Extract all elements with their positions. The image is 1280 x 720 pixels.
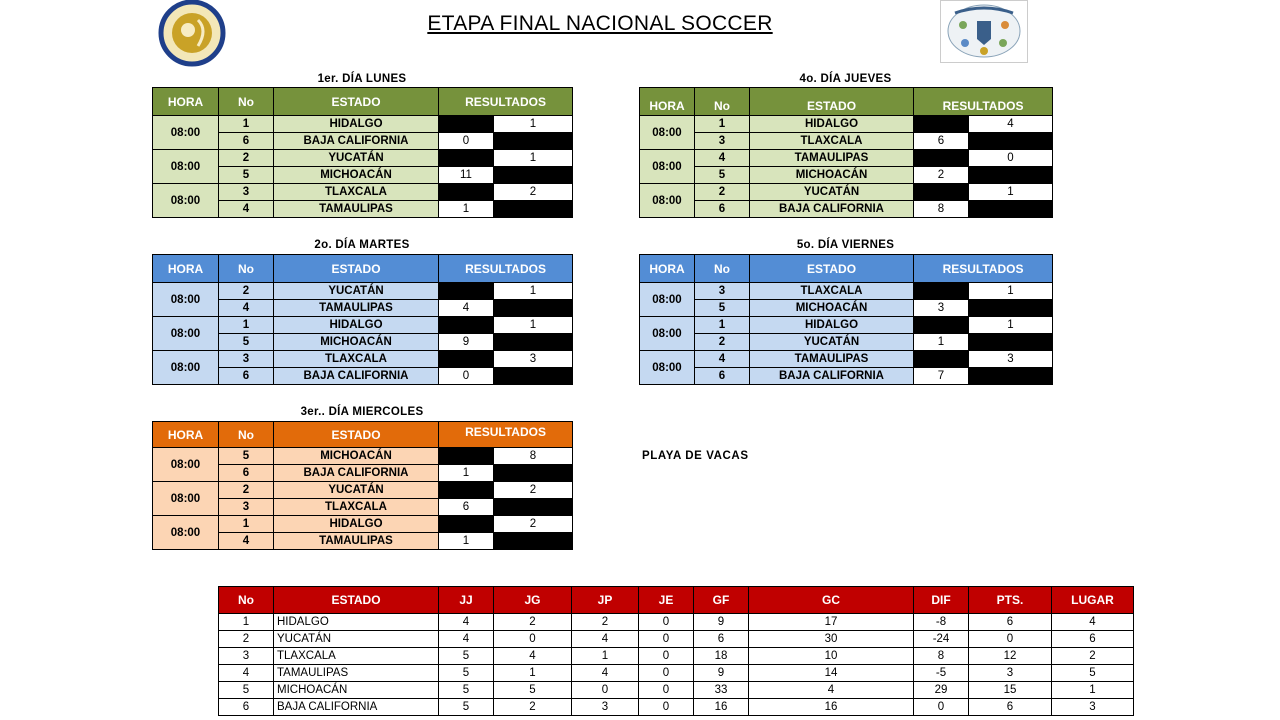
team-score: 1 xyxy=(494,116,573,133)
team-name: HIDALGO xyxy=(750,116,914,133)
day-title-wednesday: 3er.. DÍA MIERCOLES xyxy=(300,406,424,418)
team-name: HIDALGO xyxy=(274,516,439,533)
col-jj: JJ xyxy=(439,587,494,614)
col-jp: JP xyxy=(572,587,639,614)
col-dif: DIF xyxy=(914,587,969,614)
team-name: MICHOACÁN xyxy=(274,334,439,351)
cell-jj: 5 xyxy=(439,648,494,665)
match-time: 08:00 xyxy=(640,317,695,351)
team-name: TLAXCALA xyxy=(274,351,439,368)
team-no: 2 xyxy=(695,334,750,351)
team-no: 6 xyxy=(219,368,274,385)
cell-jj: 5 xyxy=(439,699,494,716)
team-no: 1 xyxy=(695,116,750,133)
team-no: 6 xyxy=(695,368,750,385)
day-title-tuesday: 2o. DÍA MARTES xyxy=(314,239,410,251)
table-row xyxy=(640,167,1053,184)
col-estado: ESTADO xyxy=(274,587,439,614)
cell-pts: 15 xyxy=(969,682,1052,699)
schedule-table-tuesday xyxy=(152,254,573,385)
col-resultados: RESULTADOS xyxy=(439,88,573,116)
table-row xyxy=(640,317,1053,334)
table-row xyxy=(153,184,573,201)
team-no: 2 xyxy=(695,184,750,201)
cell-gf: 33 xyxy=(694,682,749,699)
cell-jp: 3 xyxy=(572,699,639,716)
col-hora: HORA xyxy=(640,255,695,283)
schedule-table-monday xyxy=(152,87,573,218)
day-title-monday: 1er. DÍA LUNES xyxy=(317,73,407,85)
team-name: BAJA CALIFORNIA xyxy=(274,368,439,385)
table-row xyxy=(640,368,1053,385)
cell-jp: 4 xyxy=(572,665,639,682)
score-blank xyxy=(439,317,494,334)
team-score: 0 xyxy=(439,133,494,150)
team-name: TAMAULIPAS xyxy=(274,201,439,218)
table-row xyxy=(640,184,1053,201)
table-row xyxy=(640,116,1053,133)
team-name: TLAXCALA xyxy=(750,283,914,300)
match-time: 08:00 xyxy=(153,482,219,516)
team-score: 3 xyxy=(914,300,969,317)
team-no: 4 xyxy=(219,201,274,218)
team-no: 4 xyxy=(219,533,274,550)
team-no: 4 xyxy=(695,351,750,368)
col-lugar: LUGAR xyxy=(1052,587,1134,614)
cell-je: 0 xyxy=(639,631,694,648)
cell-gc: 4 xyxy=(749,682,914,699)
team-score: 0 xyxy=(439,368,494,385)
cell-dif: -24 xyxy=(914,631,969,648)
cell-no: 2 xyxy=(219,631,274,648)
cell-gc: 14 xyxy=(749,665,914,682)
team-name: TAMAULIPAS xyxy=(274,300,439,317)
cell-no: 3 xyxy=(219,648,274,665)
team-name: HIDALGO xyxy=(750,317,914,334)
score-blank xyxy=(914,351,969,368)
match-time: 08:00 xyxy=(153,516,219,550)
cell-jg: 4 xyxy=(494,648,572,665)
match-time: 08:00 xyxy=(153,283,219,317)
cell-pts: 0 xyxy=(969,631,1052,648)
cell-jg: 1 xyxy=(494,665,572,682)
col-hora: HORA xyxy=(153,422,219,448)
team-no: 5 xyxy=(219,448,274,465)
cell-dif: 8 xyxy=(914,648,969,665)
match-time: 08:00 xyxy=(153,317,219,351)
col-no: No xyxy=(219,88,274,116)
cell-gf: 6 xyxy=(694,631,749,648)
score-blank xyxy=(494,533,573,550)
team-no: 2 xyxy=(219,283,274,300)
cell-estado: MICHOACÁN xyxy=(274,682,439,699)
team-score: 6 xyxy=(914,133,969,150)
col-resultados: RESULTADOS xyxy=(439,255,573,283)
score-blank xyxy=(914,317,969,334)
table-row xyxy=(153,150,573,167)
team-score: 3 xyxy=(494,351,573,368)
cell-dif: 29 xyxy=(914,682,969,699)
team-score: 4 xyxy=(439,300,494,317)
cell-gf: 16 xyxy=(694,699,749,716)
cell-jp: 0 xyxy=(572,682,639,699)
col-no: No xyxy=(695,88,750,116)
table-row xyxy=(153,283,573,300)
cell-jg: 2 xyxy=(494,699,572,716)
score-blank xyxy=(969,167,1053,184)
page-title: ETAPA FINAL NACIONAL SOCCER xyxy=(427,12,773,35)
team-name: TAMAULIPAS xyxy=(274,533,439,550)
team-score: 0 xyxy=(969,150,1053,167)
table-row xyxy=(640,201,1053,218)
team-name: HIDALGO xyxy=(274,116,439,133)
table-row xyxy=(640,334,1053,351)
cell-pts: 6 xyxy=(969,614,1052,631)
cell-jj: 4 xyxy=(439,614,494,631)
score-blank xyxy=(969,133,1053,150)
schedule-table-friday xyxy=(639,254,1053,385)
event-logo-left xyxy=(152,0,232,68)
cell-lugar: 2 xyxy=(1052,648,1134,665)
table-row xyxy=(640,351,1053,368)
team-score: 2 xyxy=(494,516,573,533)
team-name: MICHOACÁN xyxy=(274,167,439,184)
cell-estado: YUCATÁN xyxy=(274,631,439,648)
score-blank xyxy=(914,283,969,300)
cell-no: 4 xyxy=(219,665,274,682)
cell-gf: 9 xyxy=(694,665,749,682)
cell-gc: 10 xyxy=(749,648,914,665)
team-name: TLAXCALA xyxy=(274,499,439,516)
team-name: TLAXCALA xyxy=(750,133,914,150)
match-time: 08:00 xyxy=(640,150,695,184)
table-row xyxy=(219,614,1134,631)
match-time: 08:00 xyxy=(153,184,219,218)
cell-no: 5 xyxy=(219,682,274,699)
cell-jp: 2 xyxy=(572,614,639,631)
schedule-table-wednesday xyxy=(152,421,573,550)
team-name: MICHOACÁN xyxy=(750,300,914,317)
team-score: 1 xyxy=(969,283,1053,300)
score-blank xyxy=(494,465,573,482)
day-title-thursday: 4o. DÍA JUEVES xyxy=(799,73,892,85)
cell-jp: 4 xyxy=(572,631,639,648)
table-row xyxy=(640,283,1053,300)
team-name: BAJA CALIFORNIA xyxy=(750,201,914,218)
col-no: No xyxy=(695,255,750,283)
col-estado: ESTADO xyxy=(750,88,914,116)
score-blank xyxy=(969,201,1053,218)
table-row xyxy=(219,648,1134,665)
cell-gf: 9 xyxy=(694,614,749,631)
day-title-friday: 5o. DÍA VIERNES xyxy=(796,239,895,251)
team-score: 2 xyxy=(494,482,573,499)
team-name: TAMAULIPAS xyxy=(750,150,914,167)
cell-pts: 12 xyxy=(969,648,1052,665)
col-resultados: RESULTADOS xyxy=(439,422,573,448)
institution-seal-right xyxy=(940,0,1028,63)
team-no: 5 xyxy=(695,300,750,317)
team-score: 3 xyxy=(969,351,1053,368)
team-score: 1 xyxy=(494,283,573,300)
cell-lugar: 3 xyxy=(1052,699,1134,716)
team-no: 3 xyxy=(219,351,274,368)
cell-estado: HIDALGO xyxy=(274,614,439,631)
cell-lugar: 6 xyxy=(1052,631,1134,648)
match-time: 08:00 xyxy=(153,150,219,184)
score-blank xyxy=(494,201,573,218)
score-blank xyxy=(439,516,494,533)
col-estado: ESTADO xyxy=(274,255,439,283)
cell-dif: -5 xyxy=(914,665,969,682)
score-blank xyxy=(494,300,573,317)
team-score: 2 xyxy=(494,184,573,201)
cell-estado: TLAXCALA xyxy=(274,648,439,665)
match-time: 08:00 xyxy=(640,184,695,218)
team-no: 3 xyxy=(219,184,274,201)
match-time: 08:00 xyxy=(640,116,695,150)
score-blank xyxy=(914,184,969,201)
team-name: TLAXCALA xyxy=(274,184,439,201)
table-row xyxy=(153,317,573,334)
score-blank xyxy=(494,499,573,516)
team-no: 4 xyxy=(219,300,274,317)
team-score: 1 xyxy=(439,465,494,482)
col-hora: HORA xyxy=(153,255,219,283)
team-no: 6 xyxy=(695,201,750,218)
col-no: No xyxy=(219,422,274,448)
score-blank xyxy=(439,184,494,201)
team-score: 1 xyxy=(494,150,573,167)
team-score: 8 xyxy=(494,448,573,465)
score-blank xyxy=(969,334,1053,351)
col-resultados: RESULTADOS xyxy=(914,88,1053,116)
team-score: 1 xyxy=(439,201,494,218)
match-time: 08:00 xyxy=(153,448,219,482)
team-name: YUCATÁN xyxy=(274,150,439,167)
cell-lugar: 4 xyxy=(1052,614,1134,631)
team-name: YUCATÁN xyxy=(750,334,914,351)
team-name: TAMAULIPAS xyxy=(750,351,914,368)
team-score: 1 xyxy=(914,334,969,351)
cell-jj: 5 xyxy=(439,665,494,682)
team-score: 4 xyxy=(969,116,1053,133)
team-no: 5 xyxy=(219,334,274,351)
col-estado: ESTADO xyxy=(274,422,439,448)
team-name: MICHOACÁN xyxy=(750,167,914,184)
cell-jj: 5 xyxy=(439,682,494,699)
score-blank xyxy=(439,351,494,368)
team-score: 1 xyxy=(969,317,1053,334)
cell-lugar: 1 xyxy=(1052,682,1134,699)
team-no: 4 xyxy=(695,150,750,167)
score-blank xyxy=(914,116,969,133)
score-blank xyxy=(439,116,494,133)
team-no: 5 xyxy=(695,167,750,184)
table-row xyxy=(219,631,1134,648)
team-score: 6 xyxy=(439,499,494,516)
team-no: 2 xyxy=(219,482,274,499)
table-row xyxy=(219,665,1134,682)
table-row xyxy=(153,448,573,465)
table-row xyxy=(219,699,1134,716)
cell-estado: BAJA CALIFORNIA xyxy=(274,699,439,716)
score-blank xyxy=(494,133,573,150)
cell-je: 0 xyxy=(639,682,694,699)
score-blank xyxy=(494,167,573,184)
cell-gc: 17 xyxy=(749,614,914,631)
team-score: 11 xyxy=(439,167,494,184)
score-blank xyxy=(969,368,1053,385)
table-row xyxy=(153,516,573,533)
col-estado: ESTADO xyxy=(750,255,914,283)
score-blank xyxy=(439,482,494,499)
score-blank xyxy=(494,334,573,351)
cell-dif: -8 xyxy=(914,614,969,631)
cell-no: 6 xyxy=(219,699,274,716)
team-no: 3 xyxy=(695,133,750,150)
team-no: 2 xyxy=(219,150,274,167)
team-score: 9 xyxy=(439,334,494,351)
table-row xyxy=(153,116,573,133)
score-blank xyxy=(494,368,573,385)
match-time: 08:00 xyxy=(640,351,695,385)
score-blank xyxy=(969,300,1053,317)
table-row xyxy=(640,300,1053,317)
col-je: JE xyxy=(639,587,694,614)
col-no: No xyxy=(219,587,274,614)
cell-no: 1 xyxy=(219,614,274,631)
team-name: BAJA CALIFORNIA xyxy=(274,465,439,482)
team-score: 1 xyxy=(494,317,573,334)
team-score: 1 xyxy=(969,184,1053,201)
cell-lugar: 5 xyxy=(1052,665,1134,682)
team-name: HIDALGO xyxy=(274,317,439,334)
col-jg: JG xyxy=(494,587,572,614)
team-no: 1 xyxy=(219,317,274,334)
score-blank xyxy=(439,448,494,465)
cell-je: 0 xyxy=(639,648,694,665)
col-pts: PTS. xyxy=(969,587,1052,614)
col-no: No xyxy=(219,255,274,283)
standings-header xyxy=(219,587,1134,614)
score-blank xyxy=(439,150,494,167)
cell-gf: 18 xyxy=(694,648,749,665)
schedule-table-thursday xyxy=(639,87,1053,218)
team-name: BAJA CALIFORNIA xyxy=(750,368,914,385)
cell-jg: 5 xyxy=(494,682,572,699)
team-score: 8 xyxy=(914,201,969,218)
table-row xyxy=(153,351,573,368)
team-no: 6 xyxy=(219,133,274,150)
cell-jj: 4 xyxy=(439,631,494,648)
match-time: 08:00 xyxy=(153,116,219,150)
team-name: YUCATÁN xyxy=(750,184,914,201)
match-time: 08:00 xyxy=(153,351,219,385)
team-no: 3 xyxy=(695,283,750,300)
team-name: BAJA CALIFORNIA xyxy=(274,133,439,150)
col-resultados: RESULTADOS xyxy=(914,255,1053,283)
col-gc: GC xyxy=(749,587,914,614)
score-blank xyxy=(914,150,969,167)
team-no: 6 xyxy=(219,465,274,482)
cell-gc: 30 xyxy=(749,631,914,648)
team-no: 1 xyxy=(219,516,274,533)
cell-je: 0 xyxy=(639,665,694,682)
col-hora: HORA xyxy=(153,88,219,116)
cell-gc: 16 xyxy=(749,699,914,716)
cell-estado: TAMAULIPAS xyxy=(274,665,439,682)
team-name: YUCATÁN xyxy=(274,482,439,499)
table-row xyxy=(640,133,1053,150)
team-score: 1 xyxy=(439,533,494,550)
team-no: 1 xyxy=(695,317,750,334)
standings-table xyxy=(218,586,1134,716)
team-no: 1 xyxy=(219,116,274,133)
team-score: 2 xyxy=(914,167,969,184)
cell-je: 0 xyxy=(639,614,694,631)
match-time: 08:00 xyxy=(640,283,695,317)
team-name: MICHOACÁN xyxy=(274,448,439,465)
col-gf: GF xyxy=(694,587,749,614)
table-row xyxy=(219,682,1134,699)
score-blank xyxy=(439,283,494,300)
team-no: 3 xyxy=(219,499,274,516)
cell-pts: 6 xyxy=(969,699,1052,716)
venue-label: PLAYA DE VACAS xyxy=(642,450,749,462)
team-name: YUCATÁN xyxy=(274,283,439,300)
cell-jg: 0 xyxy=(494,631,572,648)
cell-dif: 0 xyxy=(914,699,969,716)
table-row xyxy=(153,482,573,499)
team-score: 7 xyxy=(914,368,969,385)
cell-jp: 1 xyxy=(572,648,639,665)
col-estado: ESTADO xyxy=(274,88,439,116)
cell-je: 0 xyxy=(639,699,694,716)
cell-pts: 3 xyxy=(969,665,1052,682)
col-hora: HORA xyxy=(640,88,695,116)
cell-jg: 2 xyxy=(494,614,572,631)
table-row xyxy=(640,150,1053,167)
team-no: 5 xyxy=(219,167,274,184)
